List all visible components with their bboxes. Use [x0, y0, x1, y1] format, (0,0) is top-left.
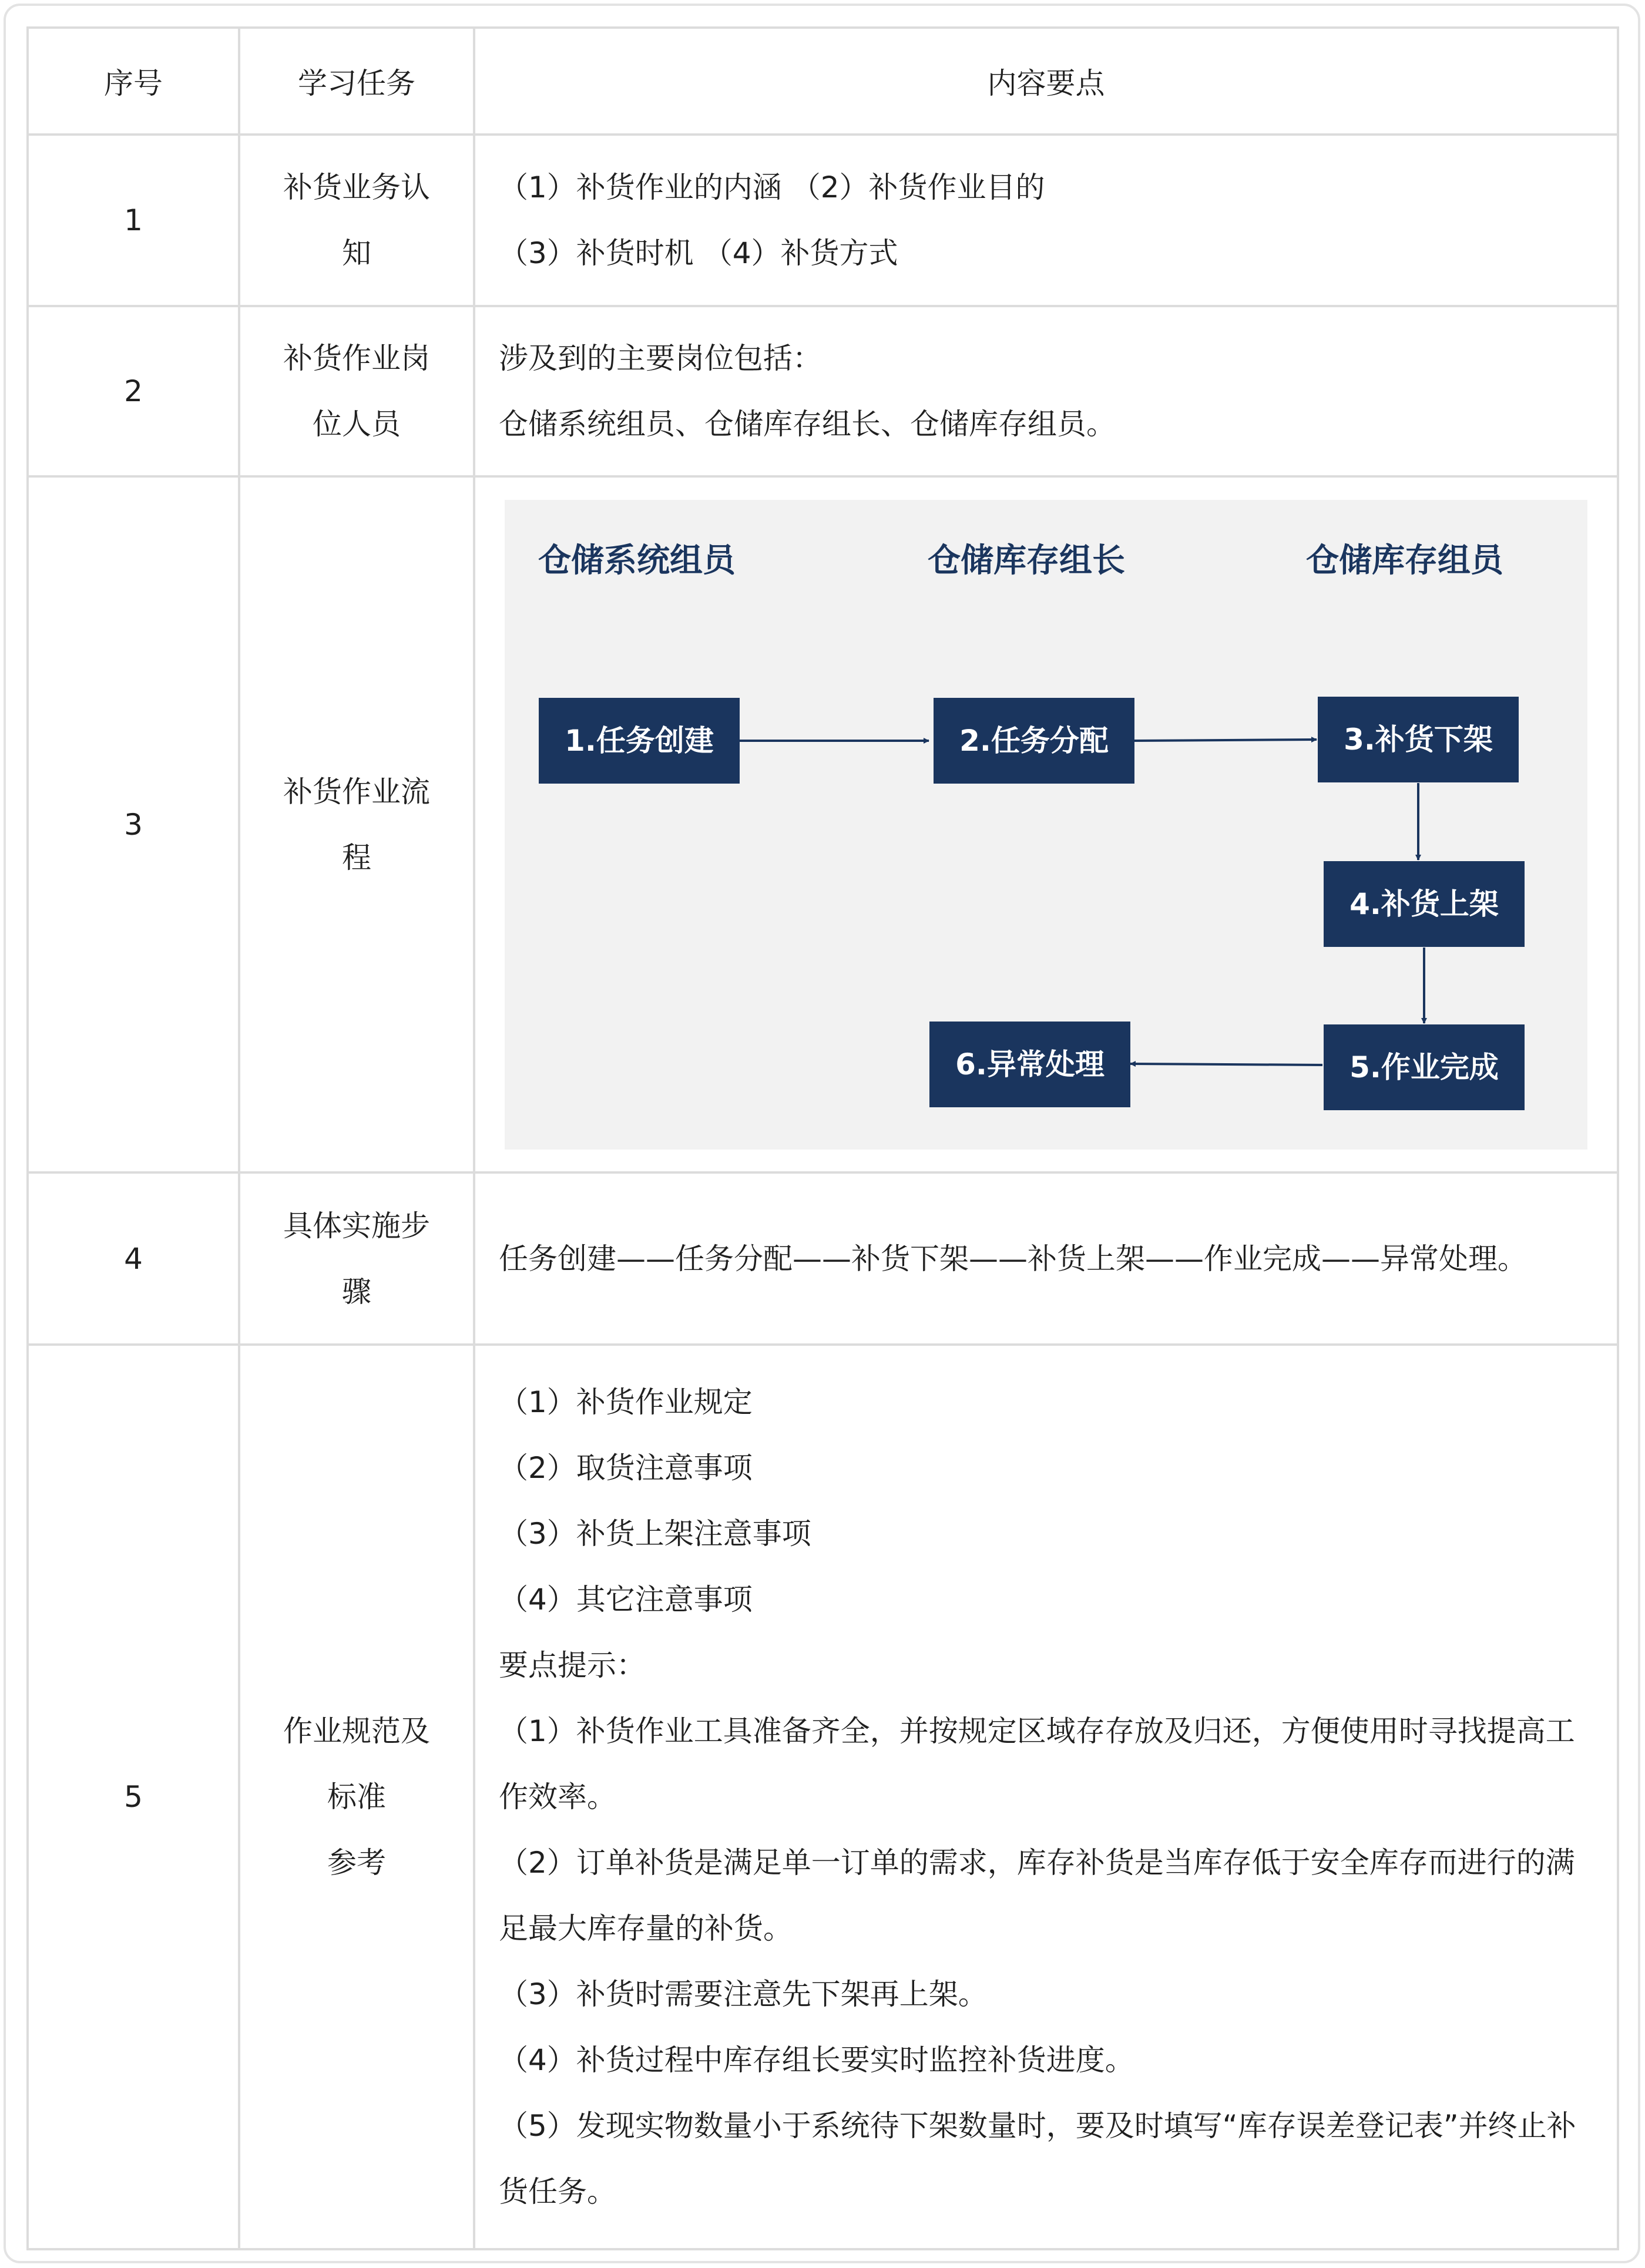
- task-table: [26, 26, 1619, 2250]
- table-row: [28, 476, 1618, 1172]
- flow-step-box: 2.任务分配: [934, 698, 1134, 784]
- content-line: （2）取货注意事项: [499, 1451, 753, 1485]
- arrow-2-3: [1134, 740, 1317, 741]
- flow-step-box: 4.补货上架: [1324, 861, 1525, 947]
- flow-step-box: 5.作业完成: [1324, 1024, 1525, 1110]
- table-row: [28, 306, 1618, 476]
- task-line: 位人员: [313, 407, 401, 441]
- content-line: （1）补货作业规定: [499, 1385, 753, 1419]
- process-flow-diagram: [505, 500, 1587, 1150]
- row-content: [474, 1345, 1618, 2249]
- content-line: 要点提示：: [499, 1648, 646, 1682]
- task-line: 知: [342, 236, 371, 270]
- row-content: [474, 135, 1618, 306]
- row-content: [474, 306, 1618, 476]
- role-label: 仓储库存组长: [928, 541, 1125, 580]
- header-task: 学习任务: [239, 28, 474, 135]
- task-line: 骤: [342, 1274, 371, 1309]
- row-task: [239, 1172, 474, 1345]
- content-line: （1）补货作业工具准备齐全，并按规定区域存存放及归还，方便使用时寻找提高工作效率。: [499, 1714, 1575, 1814]
- header-content: 内容要点: [474, 28, 1618, 135]
- content-line: （3）补货时需要注意先下架再上架。: [499, 1977, 988, 2011]
- table-row: [28, 1172, 1618, 1345]
- row-task: [239, 476, 474, 1172]
- content-line: （4）补货过程中库存组长要实时监控补货进度。: [499, 2043, 1134, 2077]
- content-line: （4）其它注意事项: [499, 1582, 753, 1617]
- role-label: 仓储库存组员: [1306, 541, 1503, 580]
- task-line: 补货作业岗: [283, 341, 430, 375]
- content-line: 任务创建——任务分配——补货下架——补货上架——作业完成——异常处理。: [499, 1241, 1527, 1276]
- table-row: [28, 135, 1618, 306]
- header-num: 序号: [28, 28, 239, 135]
- row-content: [474, 1172, 1618, 1345]
- table-row: [28, 1345, 1618, 2249]
- content-line: （1）补货作业的内涵 （2）补货作业目的: [499, 170, 1045, 204]
- arrow-5-6: [1130, 1064, 1322, 1065]
- row-task: [239, 1345, 474, 2249]
- task-line: 标准: [327, 1780, 386, 1814]
- flow-step-box: 3.补货下架: [1318, 697, 1519, 782]
- task-line: 具体实施步: [283, 1208, 430, 1243]
- row-num: 5: [28, 1345, 239, 2249]
- row-num: 1: [28, 135, 239, 306]
- content-line: （2）订单补货是满足单一订单的需求，库存补货是当库存低于安全库存而进行的满足最大库存量的补货。: [499, 1846, 1575, 1946]
- task-line: 程: [342, 840, 371, 875]
- content-line: 涉及到的主要岗位包括：: [499, 341, 822, 375]
- row-content: [474, 476, 1618, 1172]
- content-line: （5）发现实物数量小于系统待下架数量时，要及时填写“库存误差登记表”并终止补货任务。: [499, 2109, 1576, 2209]
- task-line: 参考: [327, 1846, 386, 1880]
- header-row: [28, 28, 1618, 135]
- row-num: 2: [28, 306, 239, 476]
- row-num: 3: [28, 476, 239, 1172]
- content-line: （3）补货上架注意事项: [499, 1517, 811, 1551]
- row-num: 4: [28, 1172, 239, 1345]
- content-line: （3）补货时机 （4）补货方式: [499, 236, 898, 270]
- row-task: [239, 306, 474, 476]
- flow-step-box: 6.异常处理: [929, 1022, 1130, 1107]
- flow-step-box: 1.任务创建: [539, 698, 740, 784]
- task-line: 补货作业流: [283, 774, 430, 809]
- content-line: 仓储系统组员、仓储库存组长、仓储库存组员。: [499, 407, 1116, 441]
- role-label: 仓储系统组员: [538, 541, 736, 580]
- task-line: 作业规范及: [283, 1714, 430, 1748]
- row-task: [239, 135, 474, 306]
- task-line: 补货业务认: [283, 170, 430, 204]
